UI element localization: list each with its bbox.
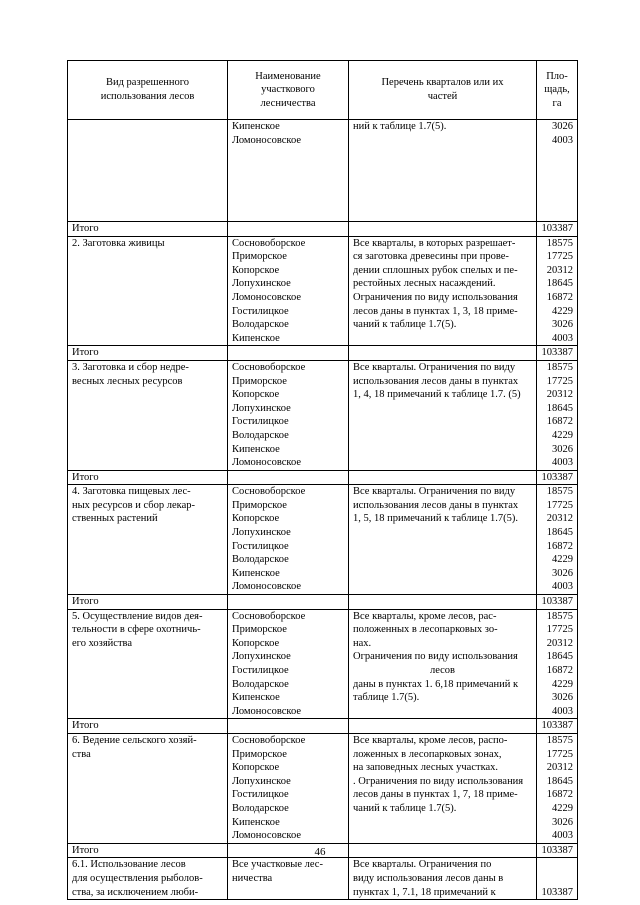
quarters-cell-line: чаний к таблице 1.7(5). [353,802,457,814]
area-cell-line: 20312 [546,637,573,649]
total-row [68,222,578,237]
header-quarters: Перечень кварталов или их частей [349,61,537,120]
district-cell-line: Кипенское [232,567,280,579]
district-cell-line: Лопухинское [232,402,291,414]
use-type-cell-line: 6.1. Использование лесов [72,859,186,871]
continuation-row [68,120,578,222]
district-cell-line: Кипенское [232,816,280,828]
district-cell-line: Кипенское [232,692,280,704]
district-cell-line: Володарское [232,429,289,441]
quarters-cell-line: нах. [353,637,372,649]
district-cell-line: Лопухинское [232,775,291,787]
area-cell-line: 17725 [546,499,573,511]
total-empty [228,719,349,734]
area-cell-line: 18575 [546,610,573,622]
area-cell-line: 17725 [546,624,573,636]
quarters-cell-line: Ограничения по виду использования [353,291,518,303]
quarters-cell-line: лесов [429,665,456,676]
district-cell-line: Копорское [232,264,280,276]
area-cell-line: 4229 [552,429,573,441]
district-cell-line: Приморское [232,499,287,511]
area-cell-line: 4229 [552,305,573,317]
area-cell-line: 4229 [552,554,573,566]
area-cell-line: 18645 [546,278,573,290]
area-cell [537,236,578,346]
area-cell-line: 4229 [552,802,573,814]
header-area: Пло- щадь, га [537,61,578,120]
quarters-cell-line: дении сплошных рубок спелых и пе- [353,264,518,276]
area-cell-line: 16872 [546,416,573,428]
district-cell-line: Володарское [232,554,289,566]
area-cell-line: 17725 [546,748,573,760]
district-cell-line: Ломоносовское [232,830,302,842]
total-empty [228,346,349,361]
use-type-cell-line: 3. Заготовка и сбор недре- [72,361,189,373]
district-cell-line: Копорское [232,762,280,774]
use-type-cell-line: для осуществления рыболов- [72,872,203,884]
use-type-cell-line: его хозяйства [72,637,133,649]
quarters-cell-line: виду использования лесов даны в [353,872,504,884]
total-empty [228,595,349,610]
quarters-cell [349,360,537,470]
quarters-cell-line: Все кварталы. Ограничения по [353,859,492,871]
area-cell-line: 18645 [546,402,573,414]
district-cell-line: Володарское [232,678,289,690]
quarters-cell-line: использования лесов даны в пунктах [353,499,519,511]
total-value: 103387 [537,346,578,361]
page-number: 46 [314,846,326,858]
use-type-cell-line: весных лесных ресурсов [72,375,183,387]
quarters-cell [349,236,537,346]
quarters-cell-line: лесов даны в пунктах 1, 3, 18 приме- [353,305,518,317]
area-cell-line: 16872 [546,291,573,303]
use-type-cell [68,236,228,346]
use-type-cell [68,360,228,470]
total-row [68,595,578,610]
quarters-cell [349,733,537,843]
quarters-cell-line: чаний к таблице 1.7(5). [353,319,457,331]
area-cell-line: 3026 [552,567,573,579]
total-label: Итого [68,346,228,361]
district-cell-line: Ломоносовское [232,705,302,717]
area-cell-line: 20312 [546,389,573,401]
district-cell [228,609,349,719]
continuation-areas: 3026 4003 [537,120,578,222]
continuation-use [68,120,228,222]
district-cell-line: Гостилицкое [232,665,289,676]
area-cell-line: 20312 [546,762,573,774]
district-cell-line: Приморское [232,251,287,263]
quarters-cell [349,858,537,900]
area-cell-line: 3026 [552,443,573,455]
quarters-cell-line: использования лесов даны в пунктах [353,375,519,387]
total-label: Итого [68,470,228,485]
area-cell-line: 3026 [552,692,573,704]
quarters-cell-line: пунктах 1, 7.1, 18 примечаний к [353,886,496,898]
quarters-cell-line: на заповедных лесных участках. [353,762,499,774]
header-district: Наименование участкового лесничества [228,61,349,120]
district-cell-line: Сосновоборское [232,486,306,498]
total-value: 103387 [537,595,578,610]
total-row [68,470,578,485]
quarters-cell-line: ся заготовка древесины при прове- [353,251,509,263]
district-cell [228,360,349,470]
district-cell-line: Кипенское [232,332,280,344]
quarters-cell-line: ложенных в лесопарковых зонах, [353,748,502,760]
use-type-cell-line: ственных растений [72,513,158,525]
area-cell-line: 17725 [546,375,573,387]
quarters-cell-line: таблице 1.7(5). [353,692,420,704]
area-cell-line: 4003 [552,457,573,469]
use-type-cell [68,733,228,843]
area-cell-line: 4003 [552,332,573,344]
use-type-cell [68,858,228,900]
continuation-districts: Кипенское Ломоносовское [228,120,349,222]
quarters-cell-line: рестойных лесных насаждений. [353,278,496,290]
district-cell-line: Ломоносовское [232,291,302,303]
area-cell [537,858,578,900]
district-cell [228,733,349,843]
quarters-cell-line: 1, 4, 18 примечаний к таблице 1.7. (5) [353,389,521,401]
district-cell-line: Володарское [232,802,289,814]
area-cell-line: 4229 [552,678,573,690]
district-cell-line: Гостилицкое [232,416,289,428]
data-row [68,485,578,595]
header-use: Вид разрешенного использования лесов [68,61,228,120]
quarters-cell-line: лесов даны в пунктах 1, 7, 18 приме- [353,789,518,801]
quarters-cell-line: Все кварталы, в которых разрешает- [353,237,516,249]
data-row-last [68,858,578,900]
quarters-cell-line: . Ограничения по виду использования [353,775,524,787]
total-value: 103387 [537,843,578,858]
area-cell-line: 17725 [546,251,573,263]
total-value: 103387 [537,470,578,485]
quarters-cell-line: Все кварталы, кроме лесов, рас- [353,610,497,622]
district-cell-line: Гостилицкое [232,789,289,801]
area-cell-line: 16872 [546,789,573,801]
area-cell-line: 16872 [546,665,573,676]
district-cell-line: Приморское [232,375,287,387]
total-empty [349,346,537,361]
forest-use-table [67,60,578,900]
use-type-cell-line: 5. Осуществление видов дея- [72,610,203,622]
district-cell-line: ничества [232,872,273,884]
area-cell-line: 18575 [546,486,573,498]
area-cell-line: 18645 [546,651,573,663]
area-cell-line: 3026 [552,816,573,828]
use-type-cell-line: 4. Заготовка пищевых лес- [72,486,191,498]
header-row [68,61,578,120]
total-empty [228,222,349,237]
quarters-cell [349,609,537,719]
use-type-cell-line: ства, за исключением люби- [72,886,199,898]
district-cell-line: Ломоносовское [232,457,302,469]
total-empty [349,222,537,237]
district-cell-line: Сосновоборское [232,610,306,622]
area-cell [537,733,578,843]
area-cell [537,609,578,719]
district-cell-line: Копорское [232,637,280,649]
total-empty [349,719,537,734]
use-type-cell [68,485,228,595]
use-type-cell-line: 2. Заготовка живицы [72,237,165,249]
area-cell-line: 18575 [546,237,573,249]
total-label: Итого [68,843,228,858]
area-cell-line: 4003 [552,705,573,717]
use-type-cell-line: тельности в сфере охотничь- [72,624,201,636]
district-cell-line: Ломоносовское [232,581,302,593]
area-cell-line: 103387 [541,886,573,898]
total-label: Итого [68,595,228,610]
area-cell [537,485,578,595]
area-cell-line: 20312 [546,513,573,525]
total-row [68,719,578,734]
district-cell-line: Приморское [232,748,287,760]
district-cell [228,858,349,900]
continuation-quarters: ний к таблице 1.7(5). [349,120,537,222]
quarters-cell-line: Все кварталы. Ограничения по виду [353,486,516,498]
data-row [68,609,578,719]
district-cell-line: Лопухинское [232,651,291,663]
quarters-cell [349,485,537,595]
area-cell-line: 18645 [546,775,573,787]
area-cell-line: 3026 [552,319,573,331]
data-row [68,733,578,843]
district-cell [228,236,349,346]
district-cell-line: Сосновоборское [232,361,306,373]
district-cell-line: Приморское [232,624,287,636]
total-empty [349,595,537,610]
total-empty [228,470,349,485]
area-cell [537,360,578,470]
total-row [68,346,578,361]
district-cell [228,485,349,595]
data-row [68,236,578,346]
district-cell-line: Гостилицкое [232,305,289,317]
area-cell-line: 18645 [546,527,573,539]
data-row [68,360,578,470]
use-type-cell-line: 6. Ведение сельского хозяй- [72,734,197,746]
quarters-cell-line: Все кварталы. Ограничения по виду [353,361,516,373]
area-cell-line: 4003 [552,581,573,593]
district-cell-line: Лопухинское [232,278,291,290]
area-cell-line: 18575 [546,361,573,373]
quarters-cell-line: положенных в лесопарковых зо- [353,624,498,636]
total-value: 103387 [537,719,578,734]
quarters-cell-line: 1, 5, 18 примечаний к таблице 1.7(5). [353,513,519,525]
total-label: Итого [68,719,228,734]
use-type-cell [68,609,228,719]
area-cell-line: 4003 [552,830,573,842]
total-empty [349,470,537,485]
district-cell-line: Володарское [232,319,289,331]
use-type-cell-line: ных ресурсов и сбор лекар- [72,499,195,511]
quarters-cell-line: Все кварталы, кроме лесов, распо- [353,734,508,746]
district-cell-line: Все участковые лес- [232,859,323,871]
area-cell-line: 16872 [546,540,573,552]
district-cell-line: Копорское [232,513,280,525]
district-cell-line: Гостилицкое [232,540,289,552]
district-cell-line: Лопухинское [232,527,291,539]
total-value: 103387 [537,222,578,237]
district-cell-line: Копорское [232,389,280,401]
area-cell-line: 18575 [546,734,573,746]
use-type-cell-line: ства [72,748,91,760]
quarters-cell-line: Ограничения по виду использования [353,651,518,663]
area-cell-line: 20312 [546,264,573,276]
district-cell-line: Сосновоборское [232,734,306,746]
district-cell-line: Кипенское [232,443,280,455]
total-label: Итого [68,222,228,237]
district-cell-line: Сосновоборское [232,237,306,249]
quarters-cell-line: даны в пунктах 1. 6,18 примечаний к [353,678,519,690]
